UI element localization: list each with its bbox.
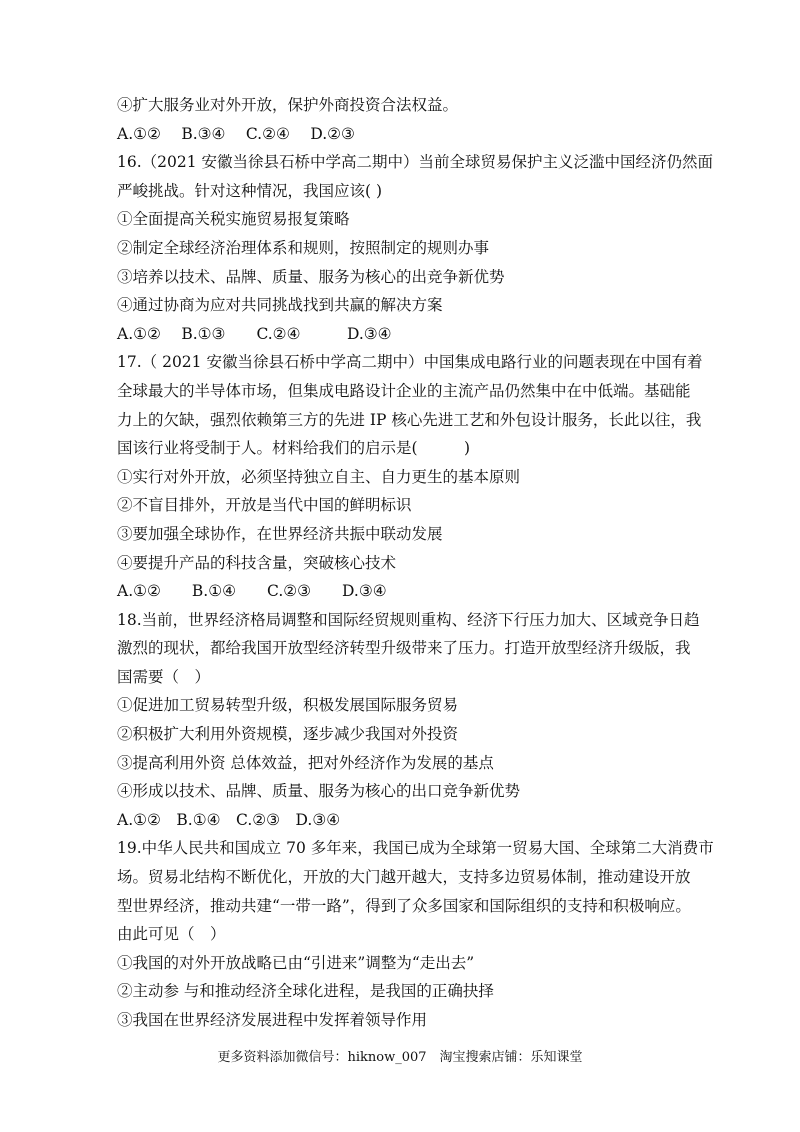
question-16-stem: 严峻挑战。针对这种情况，我国应该( ) [117,181,383,200]
statement-item: ④通过协商为应对共同挑战找到共赢的解决方案 [117,296,443,315]
statement-item: ④形成以技术、品牌、质量、服务为核心的出口竞争新优势 [117,782,521,801]
question-17-stem: 17.（ 2021 安徽当徐县石桥中学高二期中）中国集成电路行业的问题表现在中国有着 [117,353,703,372]
statement-item: ①促进加工贸易转型升级，积极发展国际服务贸易 [117,696,459,715]
question-16-stem: 16.（2021 安徽当徐县石桥中学高二期中）当前全球贸易保护主义泛滥中国经济仍然面 [117,153,714,172]
statement-item: ②主动参 与和推动经济全球化进程，是我国的正确抉择 [117,982,494,1001]
statement-item: ④要提升产品的科技含量，突破核心技术 [117,553,397,572]
answer-options: A.①② B.③④ C.②④ D.②③ [117,124,355,143]
statement-item: ③培养以技术、品牌、质量、服务为核心的出竞争新优势 [117,267,505,286]
text-line: ④扩大服务业对外开放，保护外商投资合法权益。 [117,96,459,114]
statement-item: ①我国的对外开放战略已由“引进来”调整为“走出去” [117,953,475,972]
question-17-stem: 国该行业将受制于人。材料给我们的启示是( ) [117,439,471,458]
question-19-stem: 场。贸易北结构不断优化，开放的大门越开越大，支持多边贸易体制，推动建设开放 [117,868,691,887]
question-17-stem: 力上的欠缺，强烈依赖第三方的先进 IP 核心先进工艺和外包设计服务，长此以往，我 [117,410,702,429]
question-19-stem: 型世界经济，推动共建“一带一路”，得到了众多国家和国际组织的支持和积极响应。 [117,896,691,915]
page-footer: 更多资料添加微信号：hiknow_007 淘宝搜索店铺：乐知课堂 [217,1050,583,1065]
statement-item: ③要加强全球协作，在世界经济共振中联动发展 [117,524,443,543]
statement-item: ②积极扩大利用外资规模，逐步减少我国对外投资 [117,725,459,744]
question-17-stem: 全球最大的半导体市场，但集成电路设计企业的主流产品仍然集中在中低端。基础能 [117,381,691,400]
answer-options: A.①② B.①④ C.②③ D.③④ [117,582,387,601]
statement-item: ①全面提高关税实施贸易报复策略 [117,210,350,229]
question-18-stem: 国需要（ ） [117,667,211,686]
question-text [117,91,714,1035]
statement-item: ①实行对外开放，必须坚持独立自主、自力更生的基本原则 [117,467,521,486]
statement-item: ②不盲目排外，开放是当代中国的鲜明标识 [117,496,412,515]
statement-item: ③提高利用外资 总体效益，把对外经济作为发展的基点 [117,753,494,772]
question-18-stem: 18.当前，世界经济格局调整和国际经贸规则重构、经济下行压力加大、区域竞争日趋 [117,610,700,629]
question-19-stem: 由此可见（ ） [117,925,226,944]
statement-item: ②制定全球经济治理体系和规则，按照制定的规则办事 [117,238,490,257]
question-18-stem: 激烈的现状，都给我国开放型经济转型升级带来了压力。打造开放型经济升级版，我 [117,639,691,658]
question-19-stem: 19.中华人民共和国成立 70 多年来，我国已成为全球第一贸易大国、全球第二大消费市 [117,839,714,858]
answer-options: A.①② B.①③ C.②④ D.③④ [117,324,392,343]
statement-item: ③我国在世界经济发展进程中发挥着领导作用 [117,1011,428,1029]
answer-options: A.①② B.①④ C.②③ D.③④ [117,810,341,829]
